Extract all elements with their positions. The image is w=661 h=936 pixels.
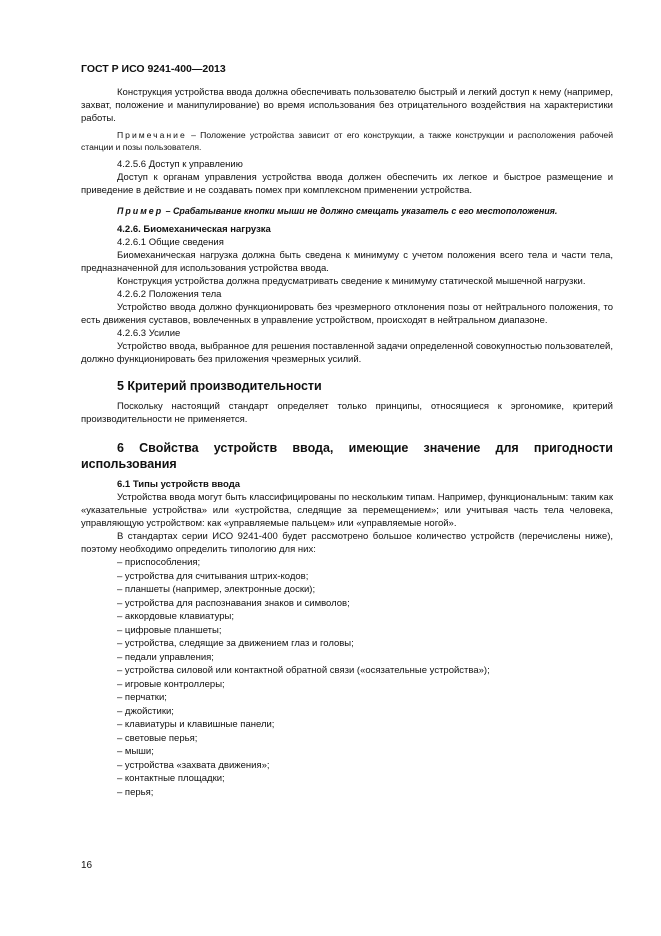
- paragraph: Биомеханическая нагрузка должна быть сведена к минимуму с учетом положения всего тела и части тела, предназначенной для использования устройства ввода.: [81, 250, 613, 274]
- list-item: – приспособления;: [117, 557, 201, 568]
- document-body: [81, 86, 613, 799]
- section-heading-4-2-6-2: 4.2.6.2 Положения тела: [117, 289, 222, 300]
- note: [81, 129, 613, 153]
- example-text: – Срабатывание кнопки мыши не должно смещать указатель с его местоположения.: [163, 206, 558, 216]
- list-item: – планшеты (например, электронные доски);: [117, 584, 316, 595]
- list-item: – мыши;: [117, 746, 154, 757]
- paragraph: Поскольку настоящий стандарт определяет только принципы, относящиеся к эргономике, критерий производительности не применяется.: [81, 401, 613, 425]
- list-item: – перья;: [117, 786, 154, 798]
- list-item: – устройства «захвата движения»;: [117, 759, 270, 771]
- note-text: – Положение устройства зависит от его конструкции, а также конструкции и расположения рабочей станции и позы пользователя.: [81, 130, 613, 152]
- list-item: – игровые контроллеры;: [117, 678, 225, 690]
- list-item: – педали управления;: [117, 651, 214, 663]
- section-heading-4-2-6-3: 4.2.6.3 Усилие: [117, 328, 181, 339]
- paragraph: Доступ к органам управления устройства ввода должен обеспечить их легкое и быстрое размещение и приведение в действие и не создавать помех при комплексном применении устройства.: [81, 172, 613, 196]
- section-heading-4-2-5-6: 4.2.5.6 Доступ к управлению: [117, 159, 243, 170]
- list-item: – клавиатуры и клавишные панели;: [117, 719, 275, 730]
- paragraph: Устройства ввода могут быть классифицированы по нескольким типам. Например, функциональным: таким как «указательные устройства» или «устройства, следящие за перемещением»; или учитывая часть тела человека, управляющую устройством: как «управляемые пальцем» или «управляемые ногой».: [81, 492, 613, 529]
- section-heading-6-1: 6.1 Типы устройств ввода: [117, 479, 241, 490]
- list-item: – световые перья;: [117, 732, 198, 744]
- paragraph: Конструкция устройства должна предусматривать сведение к минимуму статической мышечной нагрузки.: [117, 276, 586, 287]
- list-item: – устройства силовой или контактной обратной связи («осязательные устройства»);: [117, 665, 490, 676]
- document-header: ГОСТ Р ИСО 9241-400—2013: [81, 63, 226, 75]
- note-label: Примечание: [117, 130, 187, 140]
- example: [81, 205, 613, 218]
- device-list: [81, 556, 613, 799]
- section-heading-4-2-6: 4.2.6. Биомеханическая нагрузка: [117, 224, 271, 235]
- list-item: – цифровые планшеты;: [117, 624, 222, 636]
- list-item: – устройства для считывания штрих-кодов;: [117, 570, 309, 582]
- paragraph: В стандартах серии ИСО 9241-400 будет рассмотрено большое количество устройств (перечислены ниже), поэтому необходимо определить типологию для них:: [81, 531, 613, 555]
- list-item: – перчатки;: [117, 692, 167, 703]
- list-item: – джойстики;: [117, 705, 174, 717]
- paragraph: Конструкция устройства ввода должна обеспечивать пользователю быстрый и легкий доступ к нему (например, захват, положение и манипулирование) во время использования без отрицательного воздействия на характеристики работы.: [81, 87, 613, 124]
- section-heading-6: 6 Свойства устройств ввода, имеющие значение для пригодности использования: [81, 441, 613, 471]
- page-number: 16: [81, 860, 93, 871]
- list-item: – устройства, следящие за движением глаз и головы;: [117, 638, 354, 649]
- paragraph: Устройство ввода, выбранное для решения поставленной задачи определенной совокупностью пользователей, должно функционировать без приложения чрезмерных усилий.: [81, 341, 613, 365]
- section-heading-4-2-6-1: 4.2.6.1 Общие сведения: [117, 237, 224, 248]
- section-heading-5: 5 Критерий производительности: [117, 379, 322, 393]
- list-item: – контактные площадки;: [117, 773, 225, 784]
- paragraph: Устройство ввода должно функционировать без чрезмерного отклонения позы от нейтрального положения, то есть движения суставов, вовлеченных в управление устройством, происходят в нейтральном диапазоне.: [81, 302, 613, 326]
- list-item: – аккордовые клавиатуры;: [117, 611, 234, 622]
- example-label: Пример: [117, 206, 164, 216]
- list-item: – устройства для распознавания знаков и символов;: [117, 597, 350, 609]
